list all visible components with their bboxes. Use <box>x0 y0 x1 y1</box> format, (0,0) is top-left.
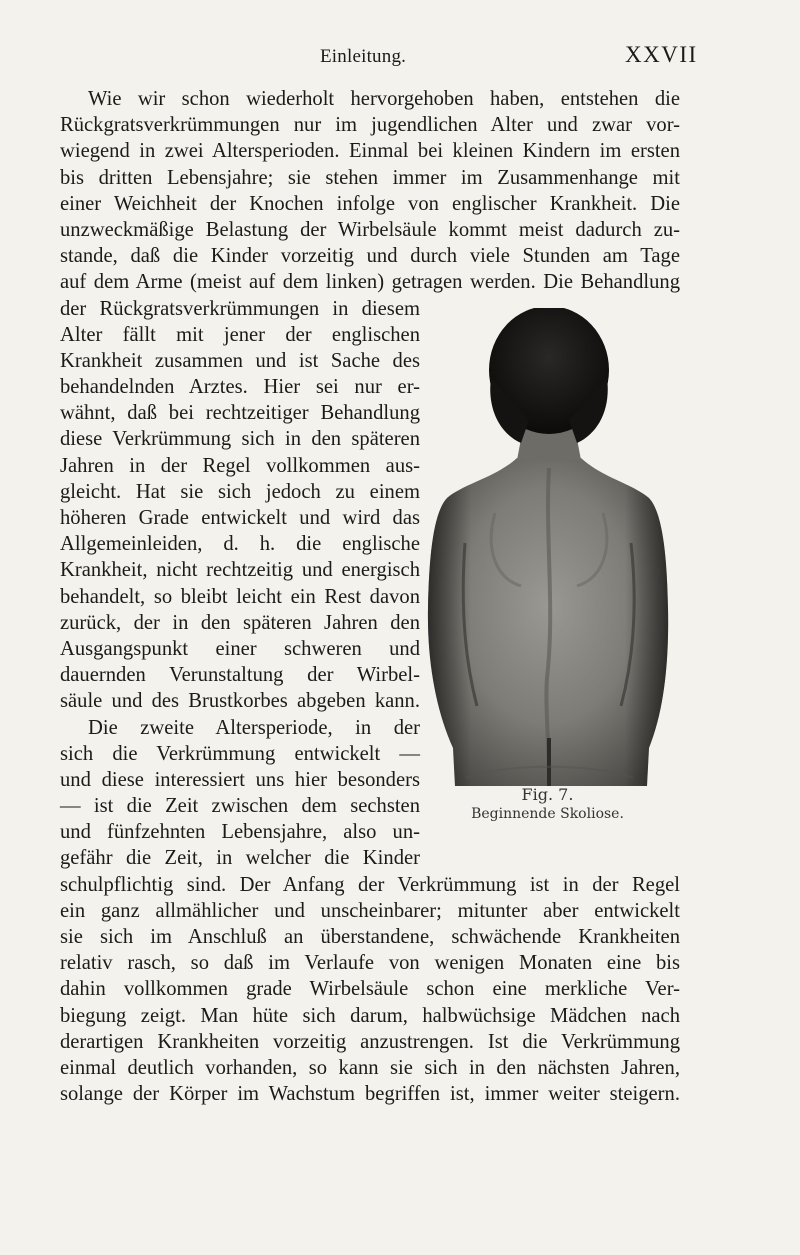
text-line: biegung zeigt. Man hüte sich darum, halbwüchsige Mädchen nach <box>60 1004 680 1027</box>
text-line: wiegend in zwei Altersperioden. Einmal bei kleinen Kindern im ersten <box>60 140 680 163</box>
text-line: Wie wir schon wiederholt hervorgehoben haben, entstehen die <box>88 88 680 110</box>
text-line: einmal deutlich vorhanden, so kann sie sich in den nächsten Jahren, <box>60 1056 680 1079</box>
text-line: unzweckmäßige Belastung der Wirbelsäule kommt meist dadurch zu- <box>60 218 680 241</box>
text-line: relativ rasch, so daß im Verlaufe von wenigen Monaten eine bis <box>60 952 680 975</box>
figure-caption <box>425 785 670 823</box>
figure-number: Fig. 7. <box>521 785 574 804</box>
text-line: behandelt, so bleibt leicht ein Rest davon <box>60 585 420 608</box>
back-photo-illustration <box>425 308 670 786</box>
text-line: dauernden Verunstaltung der Wirbel- <box>60 664 420 687</box>
text-line: gleicht. Hat sie sich jedoch zu einem <box>60 480 420 503</box>
running-title: Einleitung. <box>320 46 407 67</box>
text-line: wähnt, daß bei rechtzeitiger Behandlung <box>60 402 420 425</box>
text-line: solange der Körper im Wachstum begriffen ist, immer weiter steigern. <box>60 1083 680 1106</box>
text-line: Jahren in der Regel vollkommen aus- <box>60 454 420 477</box>
text-line: dahin vollkommen grade Wirbelsäule schon eine merkliche Ver- <box>60 978 680 1001</box>
text-line: Die zweite Altersperiode, in der <box>88 716 420 739</box>
text-line: sich die Verkrümmung entwickelt — <box>60 742 420 765</box>
text-line: säule und des Brustkorbes abgeben kann. <box>60 690 420 713</box>
text-line: der Rückgratsverkrümmungen in diesem <box>60 297 420 320</box>
text-line: höheren Grade entwickelt und wird das <box>60 507 420 529</box>
text-line: stande, daß die Kinder vorzeitig und durch viele Stunden am Tage <box>60 245 680 268</box>
text-line: behandelnden Arztes. Hier sei nur er- <box>60 376 420 399</box>
text-line: gefähr die Zeit, in welcher die Kinder <box>60 847 420 870</box>
text-line: sie sich im Anschluß an überstandene, schwächende Krankheiten <box>60 926 680 948</box>
text-line: Allgemeinleiden, d. h. die englische <box>60 533 420 556</box>
text-line: ein ganz allmählicher und unscheinbarer; mitunter aber entwickelt <box>60 899 680 922</box>
figure-scoliosis-photo <box>425 308 670 786</box>
text-line: auf dem Arme (meist auf dem linken) getragen werden. Die Behandlung <box>60 271 680 294</box>
text-line: Krankheit, nicht rechtzeitig und energisch <box>60 559 420 582</box>
text-line: Alter fällt mit jener der englischen <box>60 323 420 346</box>
page-number: XXVII <box>625 42 698 67</box>
text-line: Ausgangspunkt einer schweren und <box>60 637 420 660</box>
text-line: diese Verkrümmung sich in den späteren <box>60 428 420 451</box>
text-line: — ist die Zeit zwischen dem sechsten <box>60 795 420 818</box>
text-line: schulpflichtig sind. Der Anfang der Verkrümmung ist in der Regel <box>60 873 680 896</box>
text-line: und fünfzehnten Lebensjahre, also un- <box>60 821 420 844</box>
text-line: Krankheit zusammen und ist Sache des <box>60 349 420 372</box>
page-header <box>0 40 800 80</box>
text-line: bis dritten Lebensjahre; sie stehen immer im Zusammenhange mit <box>60 166 680 189</box>
text-line: derartigen Krankheiten vorzeitig anzustrengen. Ist die Verkrümmung <box>60 1030 680 1053</box>
text-line: einer Weichheit der Knochen infolge von englischer Krankheit. Die <box>60 192 680 215</box>
text-line: zurück, der in den späteren Jahren den <box>60 611 420 634</box>
text-line: und diese interessiert uns hier besonders <box>60 768 420 791</box>
figure-caption-text: Beginnende Skoliose. <box>471 806 624 822</box>
text-line: Rückgratsverkrümmungen nur im jugendlichen Alter und zwar vor- <box>60 114 680 137</box>
